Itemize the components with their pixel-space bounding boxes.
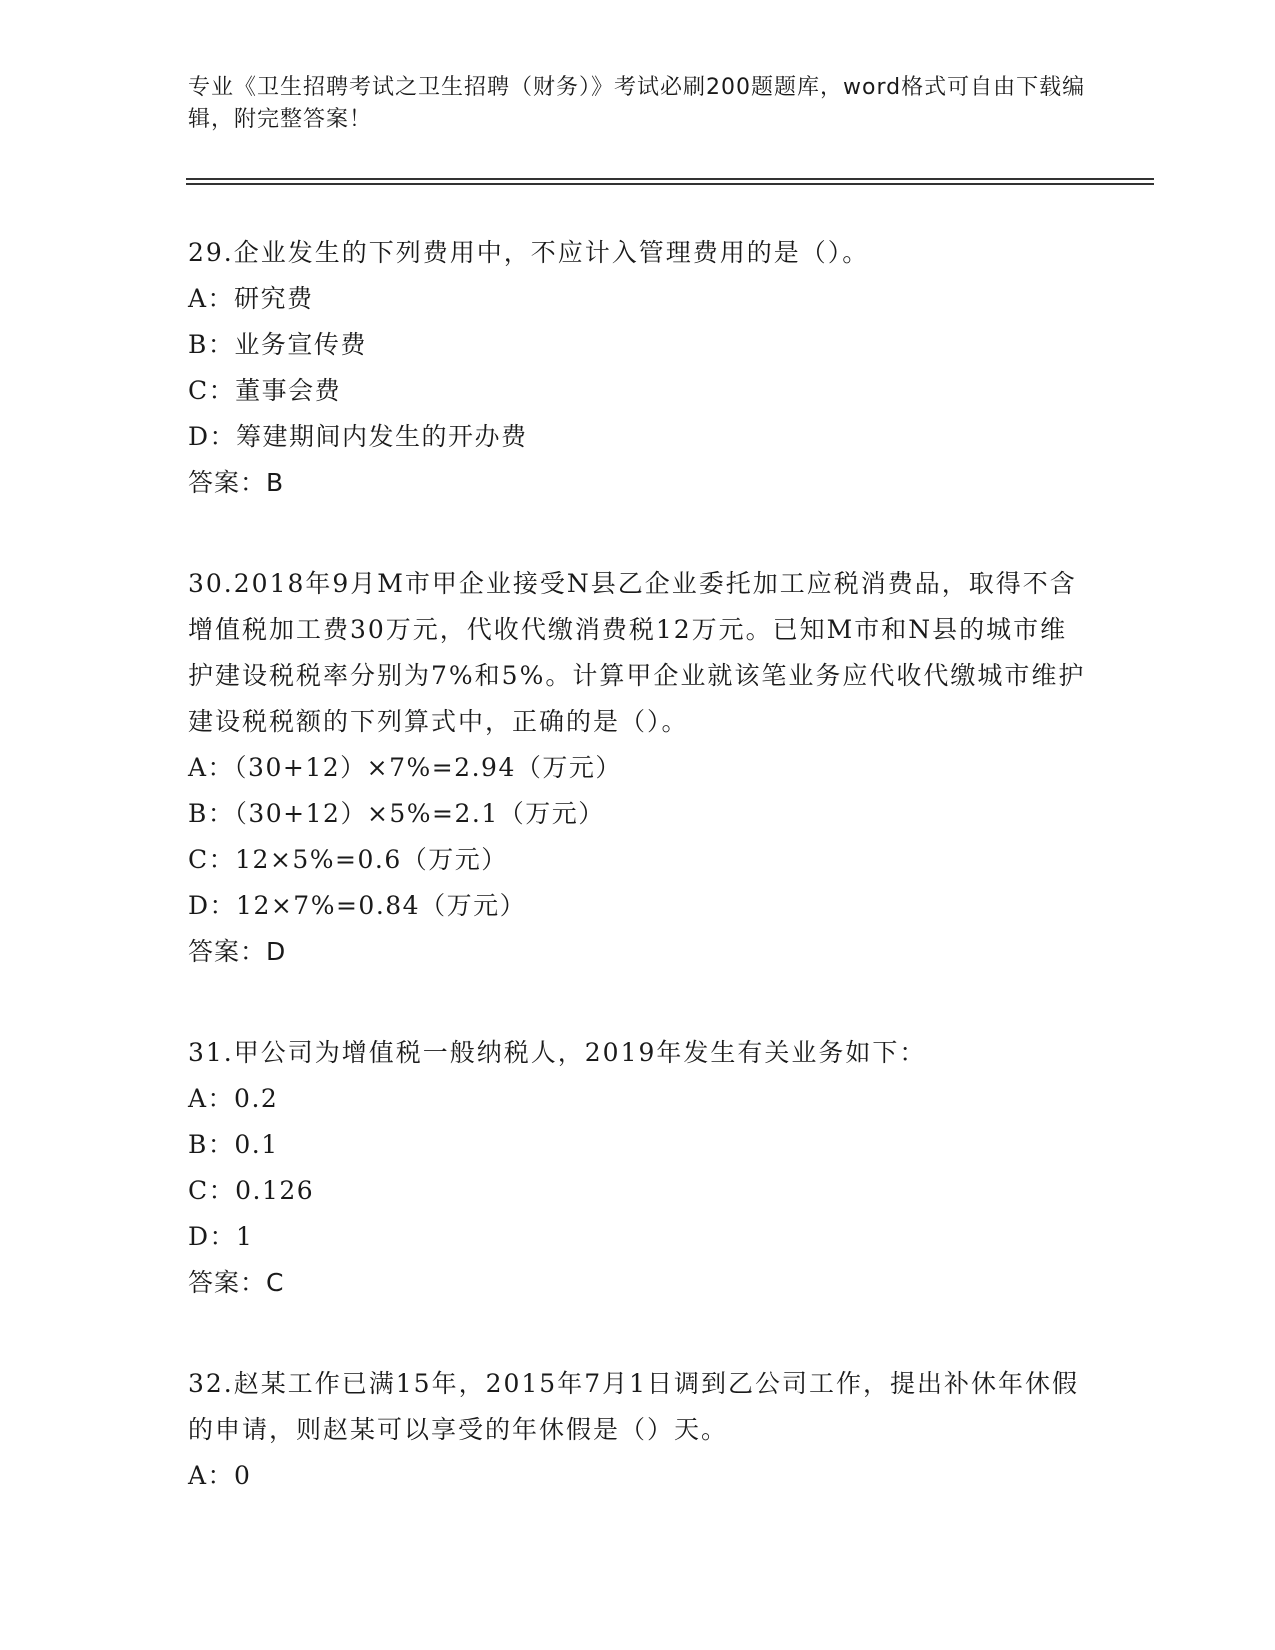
- option-a: A：（30+12）×7%=2.94（万元）: [188, 753, 622, 782]
- document-header: 专业《卫生招聘考试之卫生招聘（财务）》考试必刷200题题库，word格式可自由下载编辑，附完整答案！: [188, 75, 1086, 132]
- question-29: [188, 230, 1088, 506]
- question-list: [188, 230, 1088, 1554]
- option-c: C：董事会费: [188, 376, 342, 405]
- question-32: [188, 1361, 1088, 1499]
- option-c: C：12×5%=0.6（万元）: [188, 845, 508, 874]
- option-a: A：0.2: [188, 1084, 279, 1113]
- answer-label: 答案：D: [188, 937, 287, 966]
- question-31: [188, 1030, 1088, 1306]
- question-stem: 30.2018年9月M市甲企业接受N县乙企业委托加工应税消费品，取得不含增值税加工费30万元，代收代缴消费税12万元。已知M市和N县的城市维护建设税税率分别为7%和5%。计算甲企业就该笔业务应代收代缴城市维护建设税税额的下列算式中，正确的是（）。: [188, 569, 1086, 736]
- question-30: [188, 561, 1088, 975]
- option-b: B：业务宣传费: [188, 330, 367, 359]
- option-d: D：12×7%=0.84（万元）: [188, 891, 527, 920]
- header-divider-top: [186, 178, 1154, 180]
- answer-label: 答案：B: [188, 468, 285, 497]
- option-d: D：1: [188, 1222, 254, 1251]
- answer-label: 答案：C: [188, 1268, 285, 1297]
- option-d: D：筹建期间内发生的开办费: [188, 422, 528, 451]
- option-b: B：0.1: [188, 1130, 279, 1159]
- question-stem: 29.企业发生的下列费用中，不应计入管理费用的是（）。: [188, 238, 870, 267]
- question-stem: 31.甲公司为增值税一般纳税人，2019年发生有关业务如下：: [188, 1038, 927, 1067]
- option-a: A：0: [188, 1461, 252, 1490]
- option-a: A：研究费: [188, 284, 314, 313]
- option-c: C：0.126: [188, 1176, 315, 1205]
- question-stem: 32.赵某工作已满15年，2015年7月1日调到乙公司工作，提出补休年休假的申请，则赵某可以享受的年休假是（）天。: [188, 1369, 1080, 1444]
- header-divider-bottom: [186, 183, 1154, 185]
- option-b: B：（30+12）×5%=2.1（万元）: [188, 799, 605, 828]
